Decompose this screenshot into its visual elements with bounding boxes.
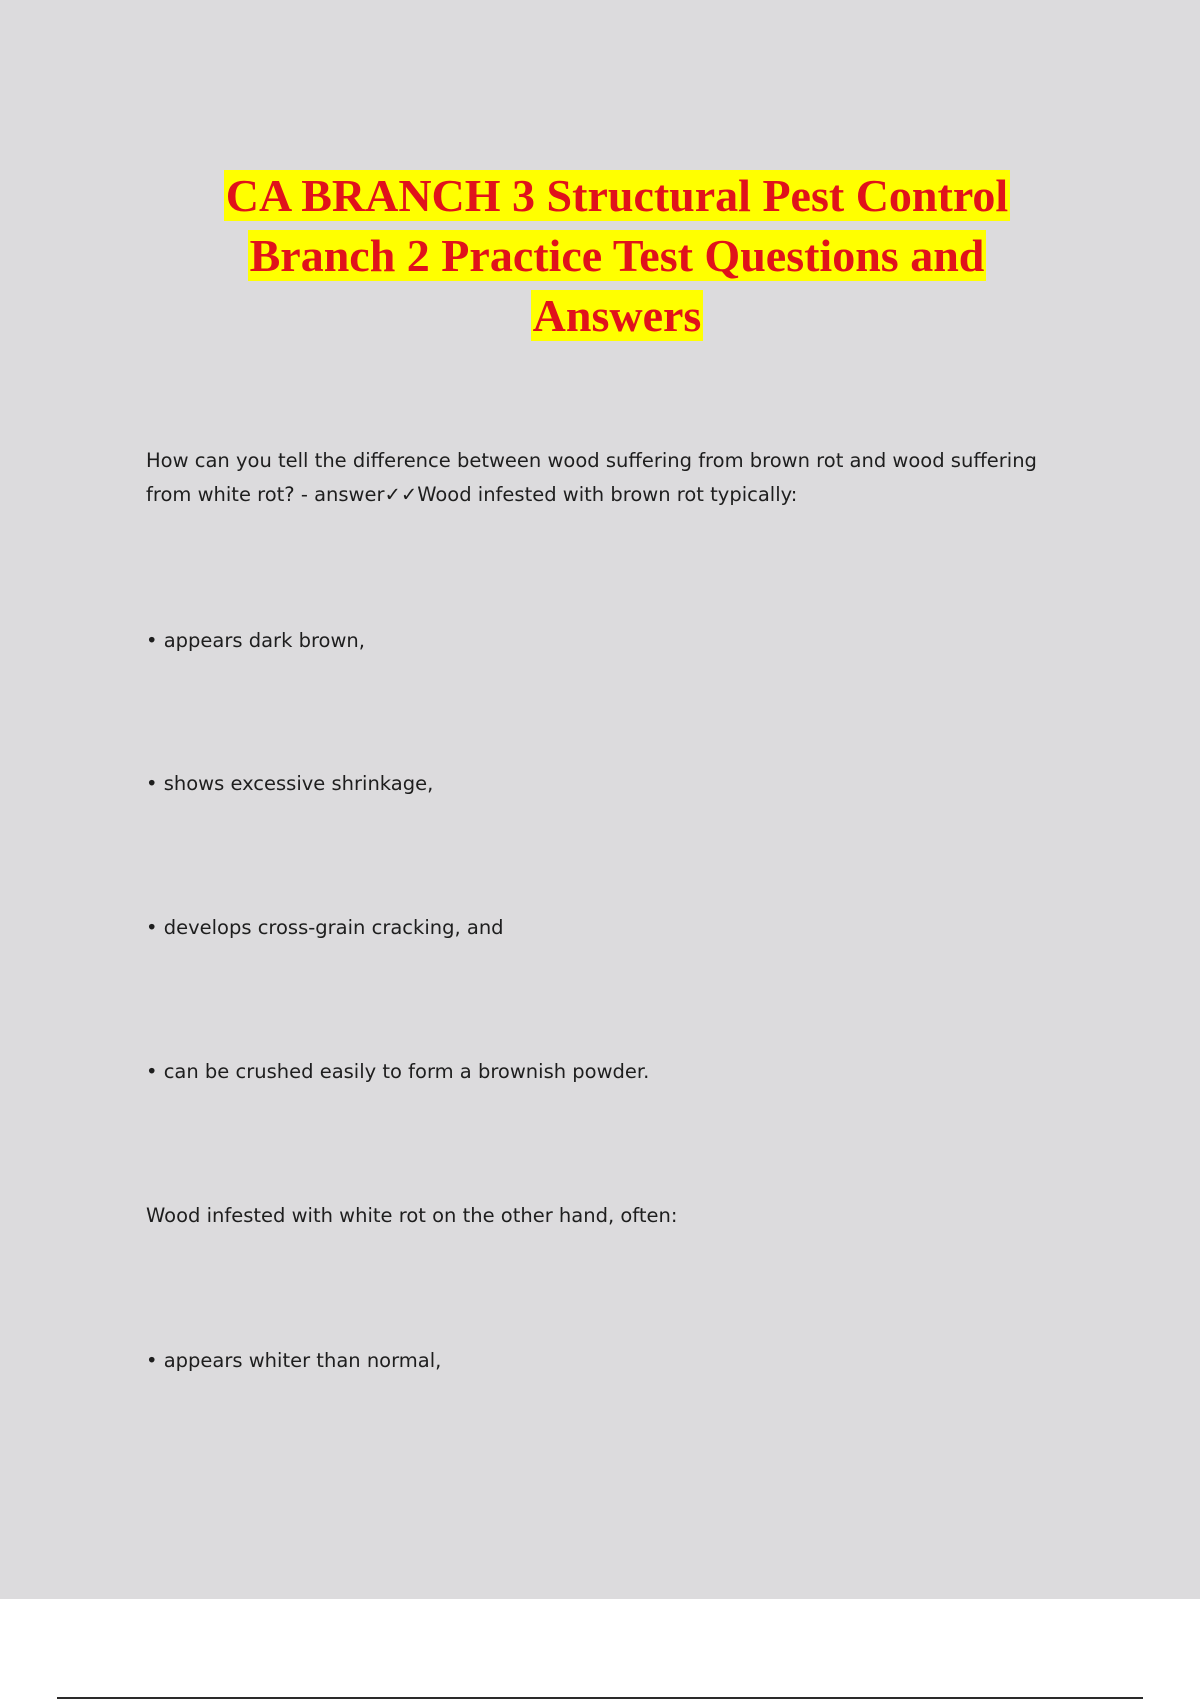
document-title [100,166,1134,346]
title-line: CA BRANCH 3 Structural Pest Control [225,170,1009,221]
white-rot-intro: Wood infested with white rot on the other hand, often: [146,1204,678,1227]
question-text [146,444,1086,512]
bullet-item: • can be crushed easily to form a brownish powder. [146,1060,650,1083]
bullet-item: • shows excessive shrinkage, [146,772,434,795]
bullet-item: • appears dark brown, [146,629,365,652]
question-line: from white rot? - answer✓✓Wood infested with brown rot typically: [146,483,798,506]
question-line: How can you tell the difference between wood suffering from brown rot and wood suffering [146,449,1037,472]
title-line: Branch 2 Practice Test Questions and [249,230,985,281]
title-line: Answers [532,290,702,341]
bullet-item: • develops cross-grain cracking, and [146,916,504,939]
footer-divider [57,1697,1143,1699]
bullet-item: • appears whiter than normal, [146,1349,442,1372]
